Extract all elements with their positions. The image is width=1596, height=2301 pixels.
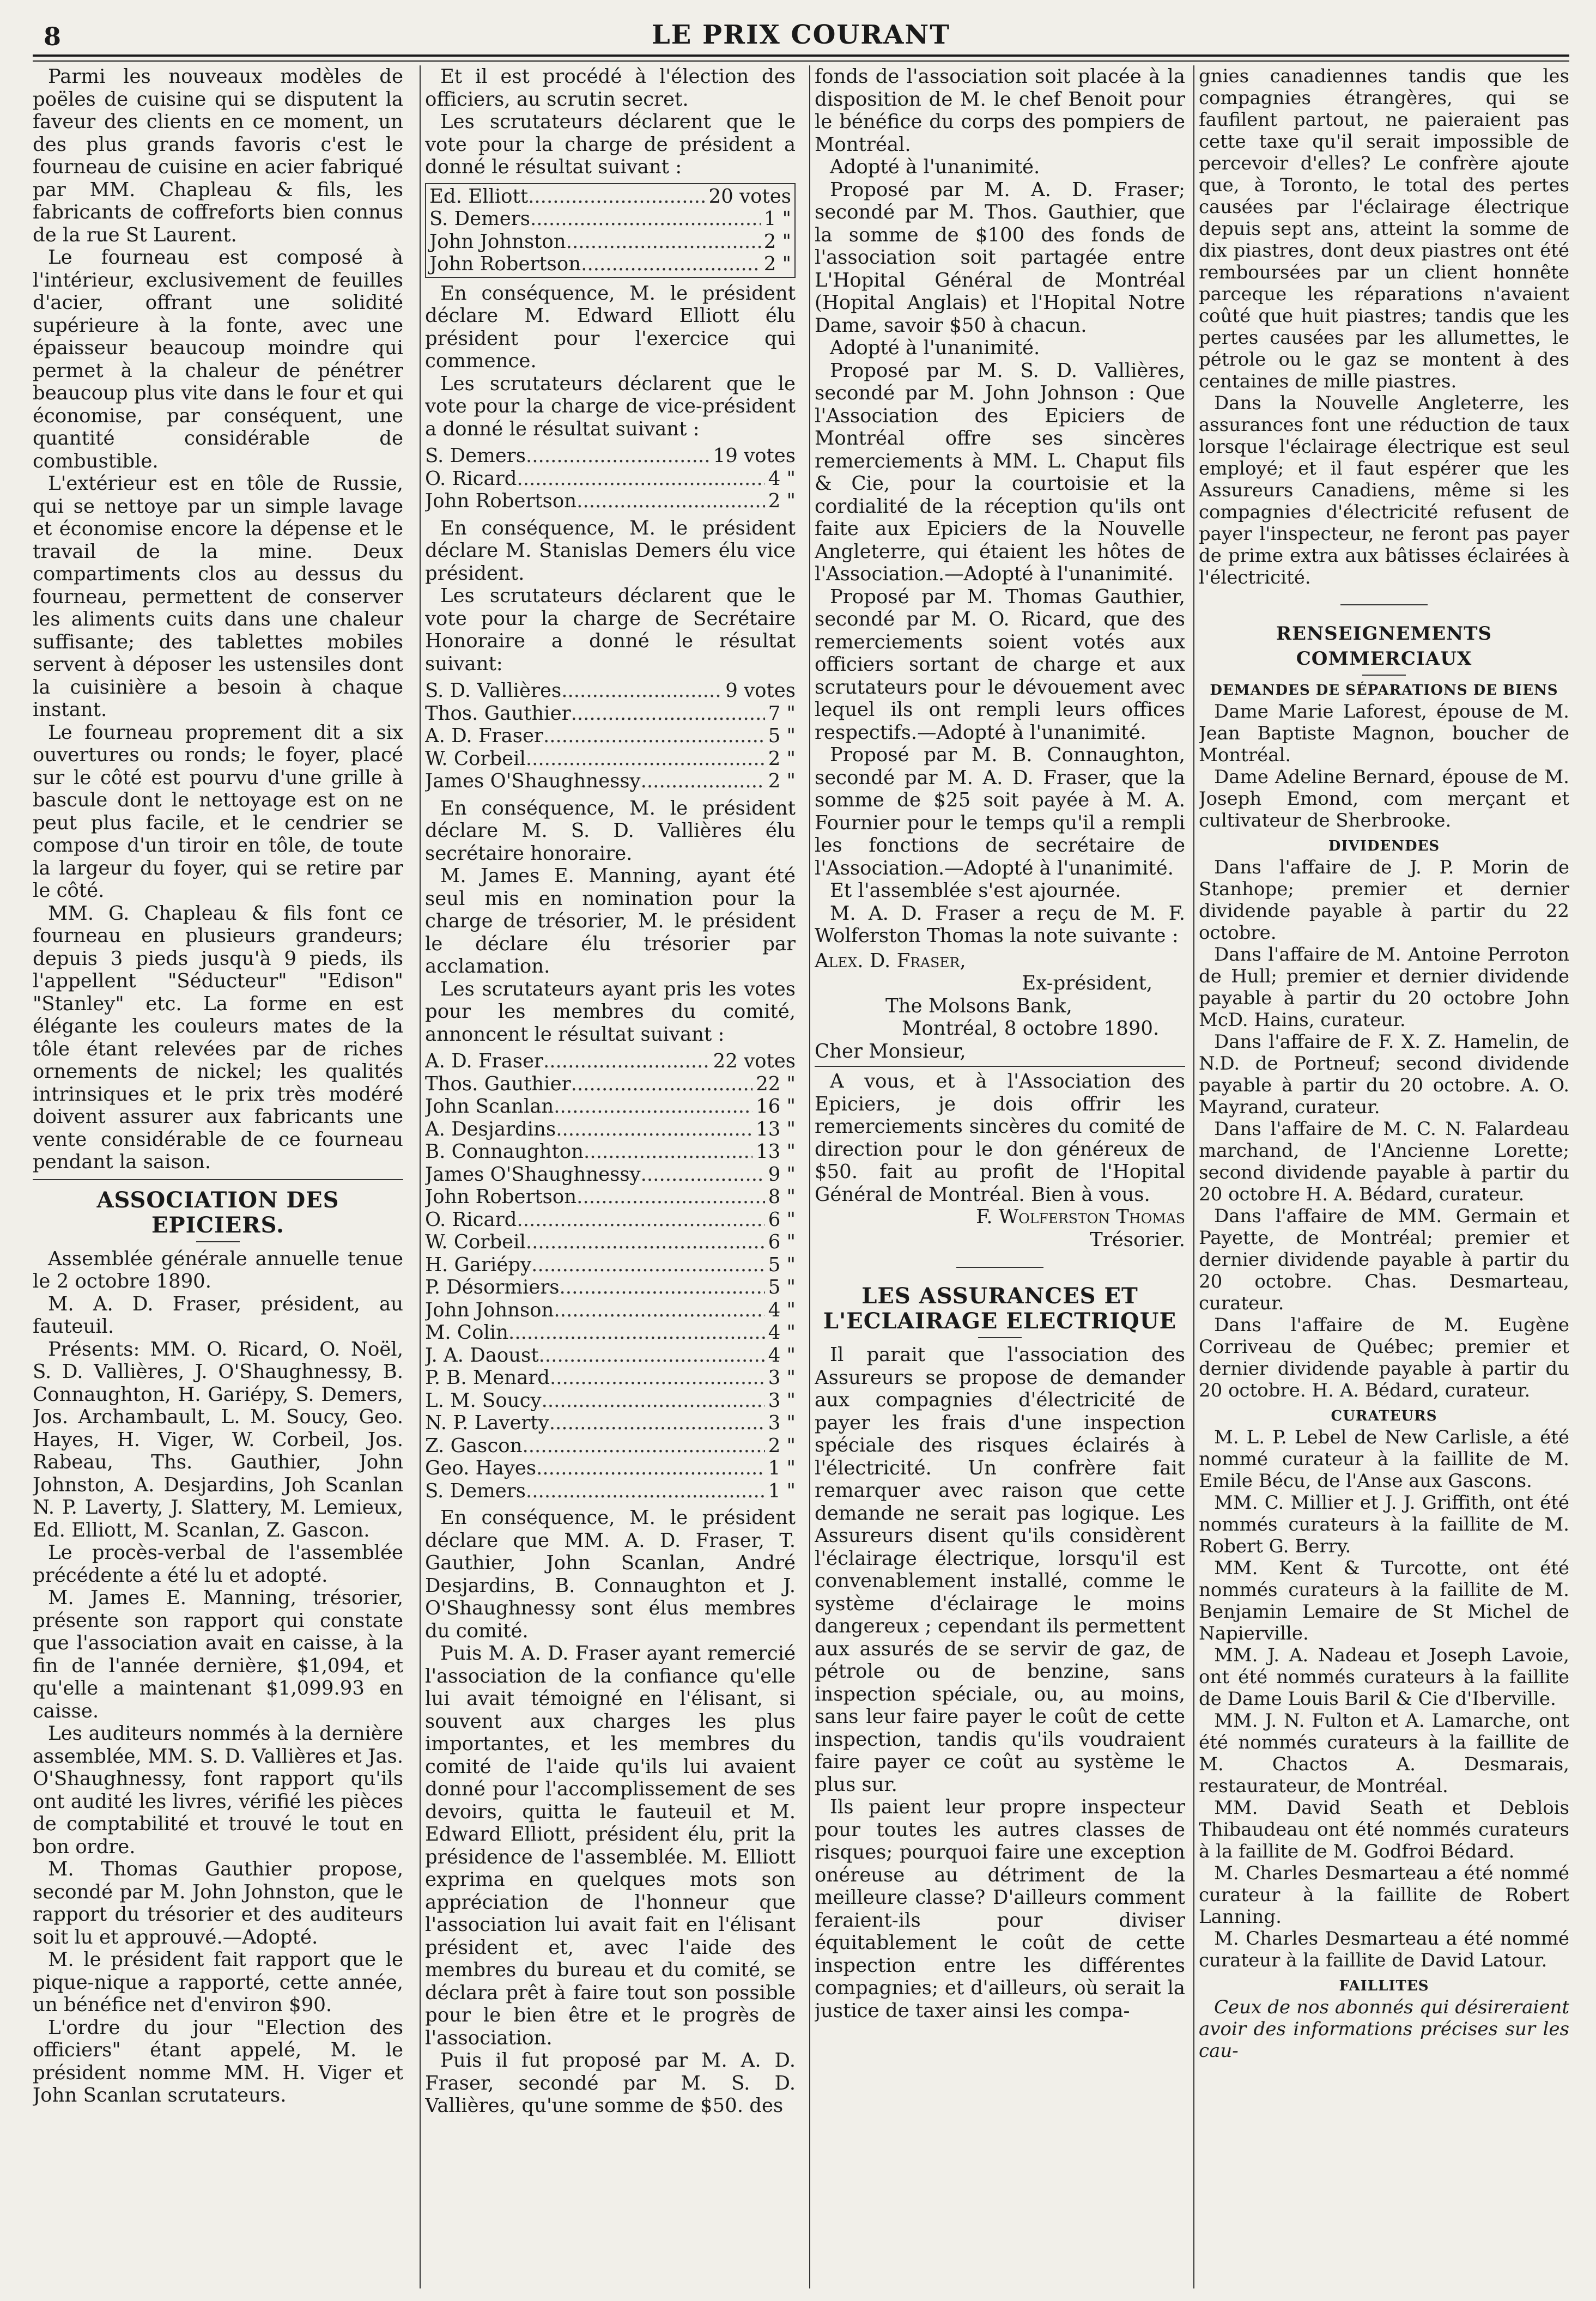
secretary-vote-table (425, 679, 796, 793)
section-title-association: ASSOCIATION DES EPICIERS. (96, 1187, 339, 1238)
vote-row: W. Corbeil ..... 2 " (425, 748, 796, 770)
notice-item: MM. J. A. Nadeau et Joseph Lavoie, ont été nommés curateurs à la faillite de Dame Louis Baril & Cie d'Iberville. (1199, 1644, 1569, 1710)
column-divider (1193, 65, 1194, 2288)
letter (815, 950, 1185, 1252)
notice-item: MM. C. Millier et J. J. Griffith, ont été nommés curateurs à la faillite de M. Robert G. Berry. (1199, 1492, 1569, 1557)
faillites-intro: Ceux de nos abonnés qui désireraient avoir des informations précises sur les cau- (1199, 1996, 1569, 2062)
election-paragraph: En conséquence, M. le président déclare M. Stanislas Demers élu vice président. (425, 517, 796, 585)
vote-row: S. Demers ..... 1 " (429, 208, 791, 230)
stoves-paragraph: L'extérieur est en tôle de Russie, qui se nettoye par un simple lavage et économise encore la dépense et le travail de la mine. Deux compartiments clos au dessus du fourneau, permettent de conserver les aliments cuits dans une chaleur suffisante; des tablettes mobiles servent à déposer les ustensiles dont la cuisinière a besoin à chaque instant. (33, 472, 403, 721)
vote-row: S. D. Vallières ..... 9 votes (425, 679, 796, 702)
page-number: 8 (44, 22, 62, 51)
resolution-paragraph: Proposé par M. Thomas Gauthier, secondé par M. O. Ricard, que des remerciements soient votés aux officiers sortant de charge et aux scrutateurs pour le dévouement avec lequel ils ont rempli leurs offices respectifs.—Adopté à l'unanimité. (815, 585, 1185, 744)
stoves-paragraph: Le fourneau proprement dit a six ouvertures ou ronds; le foyer, placé sur le côté est pourvu d'une grille à bascule dont le nettoyage est on ne peut plus facile, et le cendrier se compose d'un tiroir en tôle, de toute la largeur du foyer, qui se retire par le côté. (33, 721, 403, 902)
subhead-demandes: DEMANDES DE SÉPARATIONS DE BIENS (1210, 682, 1558, 699)
committee-vote-table (425, 1050, 796, 1502)
resolution-paragraph: Et l'assemblée s'est ajournée. (830, 879, 1121, 902)
short-rule (1362, 675, 1406, 676)
election-paragraph: En conséquence, M. le président déclare M. Edward Elliott élu président pour l'exercice qui commence. (425, 282, 796, 372)
insurance-continued: Dans la Nouvelle Angleterre, les assurances font une réduction de taux lorsque l'éclairage électrique est seul employé; et il faut espérer que les Assureurs Canadiens, même si les compagnies d'électricité refusent de payer l'inspecteur, ne feront pas payer de prime extra aux bâtisses éclairées à l'électricité. (1199, 392, 1569, 588)
letter-addressee-title: Ex-président, (1022, 972, 1152, 994)
election-paragraph: Puis M. A. D. Fraser ayant remercié l'association de la confiance qu'elle lui avait témoigné en l'élisant, si souvent aux charges les plus importantes, et les membres du comité de l'aide qu'ils lui avaient donné pour l'accomplissement de ses devoirs, quitta le fauteuil et M. Edward Elliott, président élu, prit la présidence de l'assemblée. M. Elliott exprima en quelques mots son appréciation de l'honneur que l'association lui avait fait en l'élisant président et, avec l'aide des membres du bureau et du comité, se déclara prêt à faire tout son possible pour le bien être et le progrès de l'association. (425, 1642, 796, 2049)
vote-row: Geo. Hayes ..... 1 " (425, 1457, 796, 1480)
vote-row: S. Demers ..... 1 " (425, 1480, 796, 1503)
assoc-paragraph: M. le président fait rapport que le pique-nique a rapporté, cette année, un bénéfice net d'environ $90. (33, 1948, 403, 2016)
election-paragraph: Les scrutateurs déclarent que le vote pour la charge de vice-président a donné le résultat suivant : (425, 372, 796, 440)
column-2 (425, 65, 796, 2288)
vote-row: John Robertson ..... 2 " (425, 490, 796, 513)
column-divider (420, 65, 421, 2288)
running-title: LE PRIX COURANT (651, 20, 951, 50)
letter-body: A vous, et à l'Association des Epiciers, je dois offrir les remerciements sincères du comité de direction pour le don généreux de $50. fait au profit de l'Hopital Général de Montréal. Bien à vous. (815, 1070, 1185, 1206)
stoves-paragraph: Le fourneau est composé à l'intérieur, exclusivement de feuilles d'acier, offrant une solidité supérieure à la fonte, avec une épaisseur beaucoup moindre qui permet à la chaleur de pénétrer beaucoup plus vite dans le four et qui économise, par conséquent, une quantité considérable de combustible. (33, 246, 403, 472)
vote-row: B. Connaughton ..... 13 " (425, 1140, 796, 1163)
ornament-divider (815, 1258, 1185, 1276)
notice-item: Dame Adeline Bernard, épouse de M. Joseph Emond, com merçant et cultivateur de Sherbrooke. (1199, 766, 1569, 831)
notice-item: MM. David Seath et Deblois Thibaudeau ont été nommés curateurs à la faillite de M. Godfroi Bédard. (1199, 1797, 1569, 1862)
election-paragraph: En conséquence, M. le président déclare M. S. D. Vallières élu secrétaire honoraire. (425, 797, 796, 865)
column-1 (33, 65, 403, 2288)
vote-row: H. Gariépy ..... 5 " (425, 1254, 796, 1277)
short-rule (978, 1337, 1022, 1338)
letter-salutation: Cher Monsieur, (815, 1040, 966, 1063)
vote-row: Ed. Elliott ..... 20 votes (429, 185, 791, 208)
letter-signature-title: Trésorier. (1090, 1228, 1185, 1251)
notice-item: Dans l'affaire de F. X. Z. Hamelin, de N.D. de Portneuf; second dividende payable à partir du 20 octobre. A. O. Mayrand, curateur. (1199, 1031, 1569, 1118)
election-paragraph: Les scrutateurs déclarent que le vote pour la charge de Secrétaire Honoraire a donné le résultat suivant: (425, 585, 796, 675)
election-paragraph: Les scrutateurs ayant pris les votes pour les membres du comité, annoncent le résultat suivant : (425, 978, 796, 1046)
vote-row: James O'Shaughnessy ..... 2 " (425, 770, 796, 793)
vote-row: Z. Gascon ..... 2 " (425, 1435, 796, 1458)
resolution-paragraph: M. A. D. Fraser a reçu de M. F. Wolferston Thomas la note suivante : (815, 902, 1185, 947)
president-vote-table (425, 183, 796, 278)
column-divider (809, 65, 810, 2288)
letter-rule (815, 1066, 1185, 1067)
vote-row: Thos. Gauthier ..... 7 " (425, 702, 796, 725)
vote-row: A. D. Fraser ..... 22 votes (425, 1050, 796, 1073)
resolution-paragraph: Adopté à l'unanimité. (830, 156, 1040, 178)
assoc-paragraph: Assemblée générale annuelle tenue le 2 octobre 1890. (33, 1247, 403, 1292)
assoc-paragraph: Le procès-verbal de l'assemblée précédente a été lu et adopté. (33, 1541, 403, 1587)
notice-item: Dans l'affaire de J. P. Morin de Stanhope; premier et dernier dividende payable à partir du 22 octobre. (1199, 857, 1569, 944)
insurance-paragraph: Il parait que l'association des Assureurs se propose de demander aux compagnies d'électricité de payer les frais d'une inspection spéciale des risques éclairés à l'électricité. Un confrère fait remarquer avec raison que cette demande ne serait pas logique. Les Assureurs disent qu'ils considèrent l'éclairage électrique, lorsqu'il est convenablement installé, comme le système d'éclairage le moins dangereux ; cependant ils permettent aux assurés de se servir de gaz, de pétrole ou de benzine, sans inspection spéciale, ou, au moins, sans leur faire payer le coût de cette inspection, tandis qu'ils voudraient faire payer ce coût au système le plus sur. (815, 1344, 1185, 1796)
short-rule (196, 1241, 240, 1242)
resolution-paragraph: Proposé par M. B. Connaughton, secondé par M. A. D. Fraser, que la somme de $25 soit payée à M. A. Fournier pour le temps qu'il a rempli les fonctions de secrétaire de l'Association.—Adopté à l'unanimité. (815, 744, 1185, 879)
notice-item: Dans l'affaire de MM. Germain et Payette, de Montréal; premier et dernier dividende payable à partir du 20 octobre. Chas. Desmarteau, curateur. (1199, 1205, 1569, 1314)
subhead-dividendes: DIVIDENDES (1328, 838, 1440, 854)
vote-row: L. M. Soucy ..... 3 " (425, 1389, 796, 1412)
notice-item: MM. J. N. Fulton et A. Lamarche, ont été nommés curateurs à la faillite de M. Chactos A. Desmarais, restaurateur, de Montréal. (1199, 1710, 1569, 1797)
election-paragraph: Et il est procédé à l'élection des officiers, au scrutin secret. (425, 65, 796, 111)
vote-row: M. Colin ..... 4 " (425, 1321, 796, 1344)
insurance-continued: gnies canadiennes tandis que les compagnies étrangères, qui se faufilent partout, ne paieraient pas cette taxe qu'il serait impossible de percevoir d'elles? Le confrère ajoute que, à Toronto, le total des pertes causées par l'éclairage électrique depuis sept ans, atteint la somme de dix piastres, dont deux piastres ont été remboursées par un client honnête parceque les réparations n'avaient coûté que huit piastres; tandis que les pertes causées par les allumettes, le pétrole ou le gaz se montent à des centaines de mille piastres. (1199, 65, 1569, 392)
notice-item: MM. Kent & Turcotte, ont été nommés curateurs à la faillite de M. Benjamin Lemaire de St Michel de Napierville. (1199, 1557, 1569, 1644)
notice-item: Dans l'affaire de M. C. N. Falardeau marchand, de l'Ancienne Lorette; second dividende payable à partir du 20 octobre H. A. Bédard, curateur. (1199, 1118, 1569, 1205)
vote-row: John Scanlan ..... 16 " (425, 1095, 796, 1118)
section-title-renseignements: RENSEIGNEMENTS COMMERCIAUX (1276, 623, 1492, 670)
resolution-paragraph: Proposé par M. S. D. Vallières, secondé par M. John Johnson : Que l'Association des Epiciers de Montréal offre ses sincères remerciements à MM. L. Chaput fils & Cie, pour la courtoisie et la cordialité de la réception qu'ils ont faite aux Epiciers de la Nouvelle Angleterre, qui étaient les hôtes de l'Association.—Adopté à l'unanimité. (815, 359, 1185, 585)
vote-row: S. Demers ..... 19 votes (425, 445, 796, 468)
letter-signature: F. Wolferston Thomas (976, 1206, 1185, 1228)
election-paragraph: Puis il fut proposé par M. A. D. Fraser, secondé par M. S. D. Vallières, qu'une somme de $50. des (425, 2049, 796, 2117)
vote-row: A. D. Fraser ..... 5 " (425, 725, 796, 748)
notice-item: Dans l'affaire de M. Antoine Perroton de Hull; premier et dernier dividende payable à partir du 20 octobre John McD. Hains, curateur. (1199, 944, 1569, 1031)
notice-item: M. Charles Desmarteau a été nommé curateur à la faillite de Robert Lanning. (1199, 1862, 1569, 1928)
election-paragraph: Les scrutateurs déclarent que le vote pour la charge de président a donné le résultat suivant : (425, 111, 796, 178)
assoc-paragraph: M. Thomas Gauthier propose, secondé par M. John Johnston, que le rapport du trésorier et des auditeurs soit lu et approuvé.—Adopté. (33, 1858, 403, 1948)
header-rule (33, 54, 1569, 62)
notice-item: M. Charles Desmarteau a été nommé curateur à la faillite de David Latour. (1199, 1928, 1569, 1971)
section-title-assurances: LES ASSURANCES ET L'ECLAIRAGE ELECTRIQUE (823, 1283, 1177, 1334)
notice-item: Dans l'affaire de M. Eugène Corriveau de Québec; premier et dernier dividende payable à partir du 20 octobre. H. A. Bédard, curateur. (1199, 1314, 1569, 1401)
vote-row: P. Désormiers ..... 5 " (425, 1276, 796, 1299)
notice-item: Dame Marie Laforest, épouse de M. Jean Baptiste Magnon, boucher de Montréal. (1199, 701, 1569, 766)
vote-row: J. A. Daoust ..... 4 " (425, 1344, 796, 1367)
assoc-paragraph: Les auditeurs nommés à la dernière assemblée, MM. S. D. Vallières et Jas. O'Shaughnessy, font rapport qu'ils ont audité les livres, vérifié les pièces de comptabilité et trouvé le tout en bon ordre. (33, 1722, 403, 1858)
resolution-paragraph: Proposé par M. A. D. Fraser; secondé par M. Thos. Gauthier, que la somme de $100 des fonds de l'association soit partagée entre L'Hopital Général de Montréal (Hopital Anglais) et l'Hopital Notre Dame, savoir $50 à chacun. (815, 178, 1185, 337)
section-divider (33, 1179, 403, 1180)
letter-place: The Molsons Bank, (885, 994, 1072, 1017)
insurance-paragraph: Ils paient leur propre inspecteur pour toutes les autres classes de risques; pourquoi faire une exception onéreuse au détriment de la meilleure classe? D'ailleurs comment feraient-ils pour diviser équitablement le coût de cette inspection entre les différentes compagnies; et d'ailleurs, où serait la justice de taxer ainsi les compa- (815, 1796, 1185, 2022)
column-4 (1199, 65, 1569, 2288)
vote-row: John Johnson ..... 4 " (425, 1299, 796, 1322)
vote-row: N. P. Laverty ..... 3 " (425, 1412, 796, 1435)
subhead-curateurs: CURATEURS (1331, 1408, 1437, 1424)
vote-row: W. Corbeil ..... 6 " (425, 1231, 796, 1254)
vice-president-vote-table (425, 445, 796, 513)
stoves-paragraph: Parmi les nouveaux modèles de poëles de cuisine qui se disputent la faveur des clients en ce moment, un des plus grands favoris c'est le fourneau de cuisine en acier fabriqué par MM. Chapleau & fils, les fabricants de coffreforts bien connus de la rue St Laurent. (33, 65, 403, 246)
election-paragraph: M. James E. Manning, ayant été seul mis en nomination pour la charge de trésorier, M. le président le déclare élu trésorier par acclamation. (425, 865, 796, 978)
notice-item: M. L. P. Lebel de New Carlisle, a été nommé curateur à la faillite de M. Emile Bécu, de l'Anse aux Gascons. (1199, 1426, 1569, 1492)
column-3 (815, 65, 1185, 2288)
stoves-paragraph: MM. G. Chapleau & fils font ce fourneau en plusieurs grandeurs; depuis 3 pieds jusqu'à 9 pieds, ils l'appellent "Séducteur" "Edison" "Stanley" etc. La forme en est élégante les couleurs mates de la tôle étant relevées par de riches ornements de nickel; les qualités intrinsiques et le prix très modéré doivent assurer aux fabricants une vente considérable de ce fourneau pendant la saison. (33, 902, 403, 1173)
vote-row: John Robertson ..... 8 " (425, 1186, 796, 1209)
vote-row: Thos. Gauthier ..... 22 " (425, 1073, 796, 1096)
election-paragraph: En conséquence, M. le président déclare que MM. A. D. Fraser, T. Gauthier, John Scanlan, André Desjardins, B. Connaughton et J. O'Shaughnessy sont élus membres du comité. (425, 1507, 796, 1642)
vote-row: John Robertson ..... 2 " (429, 253, 791, 276)
resolution-paragraph: fonds de l'association soit placée à la disposition de M. le chef Benoit pour le bénéfice du corps des pompiers de Montréal. (815, 65, 1185, 156)
assoc-paragraph: M. James E. Manning, trésorier, présente son rapport qui constate que l'association avait en caisse, à la fin de l'année dernière, $1,094, et qu'elle a maintenant $1,099.93 en caisse. (33, 1587, 403, 1722)
resolution-paragraph: Adopté à l'unanimité. (830, 337, 1040, 359)
ornament-divider (1199, 595, 1569, 614)
vote-row: P. B. Menard ..... 3 " (425, 1367, 796, 1389)
assoc-paragraph: L'ordre du jour "Election des officiers" étant appelé, M. le président nomme MM. H. Viger et John Scanlan scrutateurs. (33, 2016, 403, 2106)
letter-addressee: Alex. D. Fraser, (815, 949, 966, 972)
vote-row: O. Ricard ..... 6 " (425, 1209, 796, 1231)
page-header (33, 17, 1569, 56)
vote-row: O. Ricard ..... 4 " (425, 468, 796, 490)
subhead-faillites: FAILLITES (1339, 1978, 1429, 1994)
letter-date: Montréal, 8 octobre 1890. (902, 1017, 1160, 1040)
vote-row: A. Desjardins ..... 13 " (425, 1118, 796, 1141)
assoc-paragraph: Présents: MM. O. Ricard, O. Noël, S. D. Vallières, J. O'Shaughnessy, B. Connaughton, H. Gariépy, S. Demers, Jos. Archambault, L. M. Soucy, Geo. Hayes, H. Viger, W. Corbeil, Jos. Rabeau, Ths. Gauthier, John Johnston, A. Desjardins, Joh Scanlan N. P. Laverty, J. Slattery, M. Lemieux, Ed. Elliott, M. Scanlan, Z. Gascon. (33, 1338, 403, 1541)
assoc-paragraph: M. A. D. Fraser, président, au fauteuil. (33, 1292, 403, 1338)
vote-row: James O'Shaughnessy ..... 9 " (425, 1163, 796, 1186)
vote-row: John Johnston ..... 2 " (429, 230, 791, 253)
